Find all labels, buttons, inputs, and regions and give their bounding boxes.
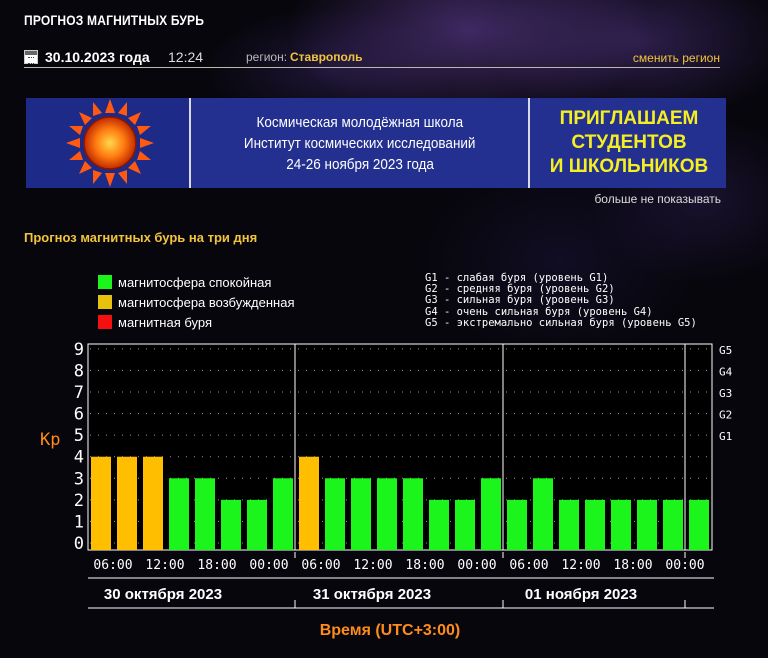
day-label: 01 ноября 2023 <box>524 586 638 603</box>
day-label: 31 октября 2023 <box>312 586 432 603</box>
y-tick-label: 4 <box>73 447 84 468</box>
banner-cta[interactable]: ПРИГЛАШАЕМ СТУДЕНТОВ И ШКОЛЬНИКОВ <box>549 108 709 177</box>
region-value: Ставрополь <box>290 50 363 64</box>
x-tick-label: 00:00 <box>249 558 289 573</box>
x-tick-label: 06:00 <box>93 558 133 573</box>
bar <box>403 478 423 550</box>
bar <box>481 478 501 550</box>
x-tick-label: 18:00 <box>405 558 445 573</box>
g-legend-item: G3 - сильная буря (уровень G3) <box>425 294 615 307</box>
bar <box>169 478 189 550</box>
y-tick-label: 8 <box>73 361 84 382</box>
y-tick-label: 6 <box>73 404 84 425</box>
bar <box>351 478 371 550</box>
g-tick-label: G5 <box>719 343 733 357</box>
day-label: 30 октября 2023 <box>103 586 223 603</box>
y-tick-label: 7 <box>73 383 84 404</box>
section-title: Прогноз магнитных бурь на три дня <box>24 230 258 245</box>
page-title: ПРОГНОЗ МАГНИТНЫХ БУРЬ <box>24 12 205 28</box>
y-tick-label: 5 <box>73 426 84 447</box>
x-axis-label: Время (UTC+3:00) <box>319 622 461 639</box>
g-legend-item: G4 - очень сильная буря (уровень G4) <box>425 305 653 318</box>
y-tick-label: 2 <box>73 490 84 511</box>
bar <box>195 478 215 550</box>
bar <box>507 500 527 550</box>
y-tick-label: 0 <box>73 534 84 554</box>
bar <box>455 500 475 550</box>
current-date: 30.10.2023 года <box>45 49 150 65</box>
bar <box>247 500 267 550</box>
bar <box>117 457 137 550</box>
bar <box>143 457 163 550</box>
bar <box>273 478 293 550</box>
g-legend-item: G5 - экстремально сильная буря (уровень G5) <box>425 316 697 329</box>
g-legend-item: G2 - средняя буря (уровень G2) <box>425 283 615 296</box>
current-time: 12:24 <box>168 49 204 65</box>
dismiss-banner-link[interactable]: больше не показывать <box>594 192 721 206</box>
bar <box>325 478 345 550</box>
y-axis-label: Kp <box>40 430 61 450</box>
change-region-link[interactable]: сменить регион <box>632 51 720 65</box>
x-tick-label: 18:00 <box>197 558 237 573</box>
x-tick-label: 06:00 <box>301 558 341 573</box>
bar <box>91 457 111 550</box>
g-tick-label: G3 <box>719 387 733 401</box>
bar <box>611 500 631 550</box>
legend-item-storm: магнитная буря <box>98 312 295 332</box>
g-tick-label: G1 <box>719 430 733 444</box>
x-tick-label: 18:00 <box>613 558 653 573</box>
bar <box>663 500 683 550</box>
bar <box>559 500 579 550</box>
bar <box>637 500 657 550</box>
bar <box>533 478 553 550</box>
region-label: регион: <box>246 50 288 64</box>
x-tick-label: 12:00 <box>353 558 393 573</box>
bar <box>377 478 397 550</box>
x-tick-label: 00:00 <box>457 558 497 573</box>
y-tick-label: 3 <box>73 469 84 490</box>
x-tick-label: 06:00 <box>509 558 549 573</box>
legend-item-excited: магнитосфера возбужденная <box>98 292 295 312</box>
g-legend-item: G1 - слабая буря (уровень G1) <box>425 272 609 284</box>
g-tick-label: G4 <box>719 365 733 379</box>
bar <box>689 500 709 550</box>
x-tick-label: 12:00 <box>145 558 185 573</box>
x-tick-label: 12:00 <box>561 558 601 573</box>
bar <box>221 500 241 550</box>
g-tick-label: G2 <box>719 408 733 422</box>
x-tick-label: 00:00 <box>665 558 705 573</box>
banner-text: Космическая молодёжная школа Институт космических исследований 24-26 ноября 2023 года <box>244 113 476 173</box>
bar <box>299 457 319 550</box>
bar <box>585 500 605 550</box>
bar <box>429 500 449 550</box>
y-tick-label: 1 <box>73 512 84 533</box>
legend-item-calm: магнитосфера спокойная <box>98 272 295 292</box>
y-tick-label: 9 <box>73 339 84 360</box>
